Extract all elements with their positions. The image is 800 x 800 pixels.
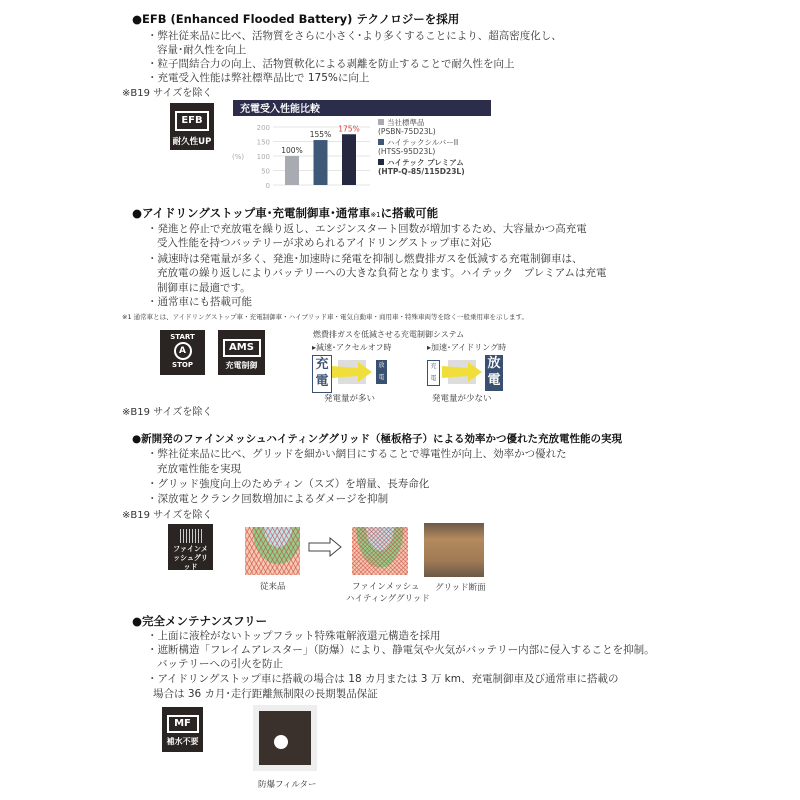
caption: 発電量が多い — [324, 394, 376, 404]
y-tick-label: 200 — [256, 124, 270, 132]
bar — [342, 134, 356, 185]
text-line: 場合は 36 カ月･走行距離無制限の長期製品保証 — [153, 688, 378, 700]
discharge-box: 放電 — [485, 355, 503, 391]
arrow-right-icon — [308, 537, 342, 557]
section-heading: ●アイドリングストップ車･充電制御車･通常車※1に搭載可能 — [132, 206, 439, 220]
y-tick-label: 150 — [256, 138, 270, 147]
text-line: ・アイドリングストップ車に搭載の場合は 18 カ月または 3 万 km、充電制御車及び通常車に搭載の — [147, 673, 619, 685]
note: ※B19 サイズを除く — [122, 510, 213, 521]
y-axis-label: (%) — [232, 153, 245, 161]
text-line: 充放電の繰り返しによりバッテリーへの大きな負荷となります。ハイテック プレミアムは充電 — [157, 267, 607, 279]
discharge-box-small: 放電 — [376, 360, 387, 384]
y-tick-label: 50 — [261, 167, 270, 176]
section-heading: ●新開発のファインメッシュハイティンググリッド（極板格子）による効率かつ優れた充放電性能の実現 — [132, 433, 622, 445]
diagram-label-left: ▸減速･アクセルオフ時 — [312, 343, 392, 352]
text-line: 制御車に最適です。 — [157, 282, 251, 294]
fine-mesh-grid-image — [352, 527, 408, 575]
mf-icon: MF 補水不要 — [162, 707, 203, 752]
text-line: ・遮断構造「フレイムアレスター」（防爆）により、静電気や火気がバッテリー内部に侵入することを抑制。 — [147, 644, 655, 656]
text-line: ・粒子間結合力の向上、活物質軟化による剥離を防止することで耐久性を向上 — [147, 58, 515, 70]
text-line: ・通常車にも搭載可能 — [147, 296, 252, 308]
section-heading: ●完全メンテナンスフリー — [132, 614, 268, 628]
caption: 発電量が少ない — [432, 394, 492, 404]
text-line: ・弊社従来品に比べ、グリッドを細かい網目にすることで導電性が向上、効率かつ優れた — [147, 448, 567, 460]
conventional-grid-image — [245, 527, 300, 575]
efb-icon: EFB 耐久性UP — [170, 103, 214, 150]
caption: ハイティンググリッド — [346, 594, 430, 604]
legend-model: (HTSS-95D23L) — [378, 147, 436, 156]
footnote: ※1 通常車とは、アイドリングストップ車・充電制御車・ハイブリッド車・電気自動車・商用車・特殊車両等を除く一般乗用車を示します。 — [122, 313, 528, 321]
caption: 従来品 — [260, 582, 286, 592]
diagram-title: 燃費排ガスを低減させる充電制御システム — [313, 330, 465, 339]
text-line: ・充電受入性能は弊社標準品比で 175%に向上 — [147, 72, 370, 84]
fine-mesh-grid-icon: ファインメッシュグリッド — [168, 524, 213, 570]
bar — [285, 156, 299, 185]
data-label: 175% — [338, 124, 360, 134]
legend-swatch — [378, 139, 384, 145]
legend-swatch — [378, 159, 384, 165]
diagram-label-right: ▸加速･アイドリング時 — [427, 343, 507, 352]
y-tick-label: 0 — [265, 182, 270, 190]
caption: グリッド断面 — [435, 583, 486, 593]
discharge-arrow-icon — [442, 358, 484, 386]
data-label: 155% — [309, 130, 332, 140]
caption: 防爆フィルター — [258, 780, 317, 790]
text-line: ・弊社従来品に比べ、活物質をさらに小さく･より多くすることにより、超高密度化し、 — [147, 30, 562, 42]
text-line: ・減速時は発電量が多く、発進･加速時に発電を抑制し燃費排ガスを低減する充電制御車は、 — [147, 253, 583, 265]
text-line: 充放電性能を実現 — [157, 463, 241, 475]
note: ※B19 サイズを除く — [122, 407, 213, 418]
section-heading: ●EFB (Enhanced Flooded Battery) テクノロジーを採用 — [132, 12, 460, 26]
text-line: ・発進と停止で充放電を繰り返し、エンジンスタート回数が増加するため、大容量かつ高充電 — [147, 223, 587, 235]
charge-box: 充電 — [312, 355, 332, 393]
legend-label: ハイテック プレミアム — [387, 158, 464, 167]
text-line: 容量･耐久性を向上 — [157, 44, 247, 56]
grid-cross-section-photo — [424, 523, 484, 577]
text-line: ・グリッド強度向上のためティン（スズ）を増量、長寿命化 — [147, 478, 430, 490]
chart-title: 充電受入性能比較 — [240, 104, 320, 115]
bar — [314, 140, 328, 185]
legend-label: ハイテックシルバーII — [387, 138, 459, 147]
charge-box-small: 充電 — [427, 360, 440, 386]
caption: ファインメッシュ — [352, 582, 420, 592]
start-stop-icon: START A STOP — [160, 330, 205, 375]
flame-arrester-photo — [253, 705, 317, 771]
text-line: ・深放電とクランク回数増加によるダメージを抑制 — [147, 493, 389, 505]
text-line: 受入性能を持つバッテリーが求められるアイドリングストップ車に対応 — [157, 237, 492, 249]
legend-model: (HTP-Q-85/115D23L) — [378, 167, 465, 176]
legend-label: 当社標準品 — [387, 118, 425, 127]
legend-swatch — [378, 119, 384, 125]
note: ※B19 サイズを除く — [122, 88, 213, 99]
ams-icon: AMS 充電制御 — [218, 330, 265, 375]
text-line: バッテリーへの引火を防止 — [157, 658, 283, 670]
charge-arrow-icon — [332, 358, 374, 386]
legend-model: (PSBN-75D23L) — [378, 127, 436, 136]
charge-acceptance-chart — [230, 98, 500, 190]
data-label: 100% — [281, 146, 303, 155]
text-line: ・上面に液栓がないトップフラット特殊電解液還元構造を採用 — [147, 630, 441, 642]
y-tick-label: 100 — [256, 153, 270, 161]
